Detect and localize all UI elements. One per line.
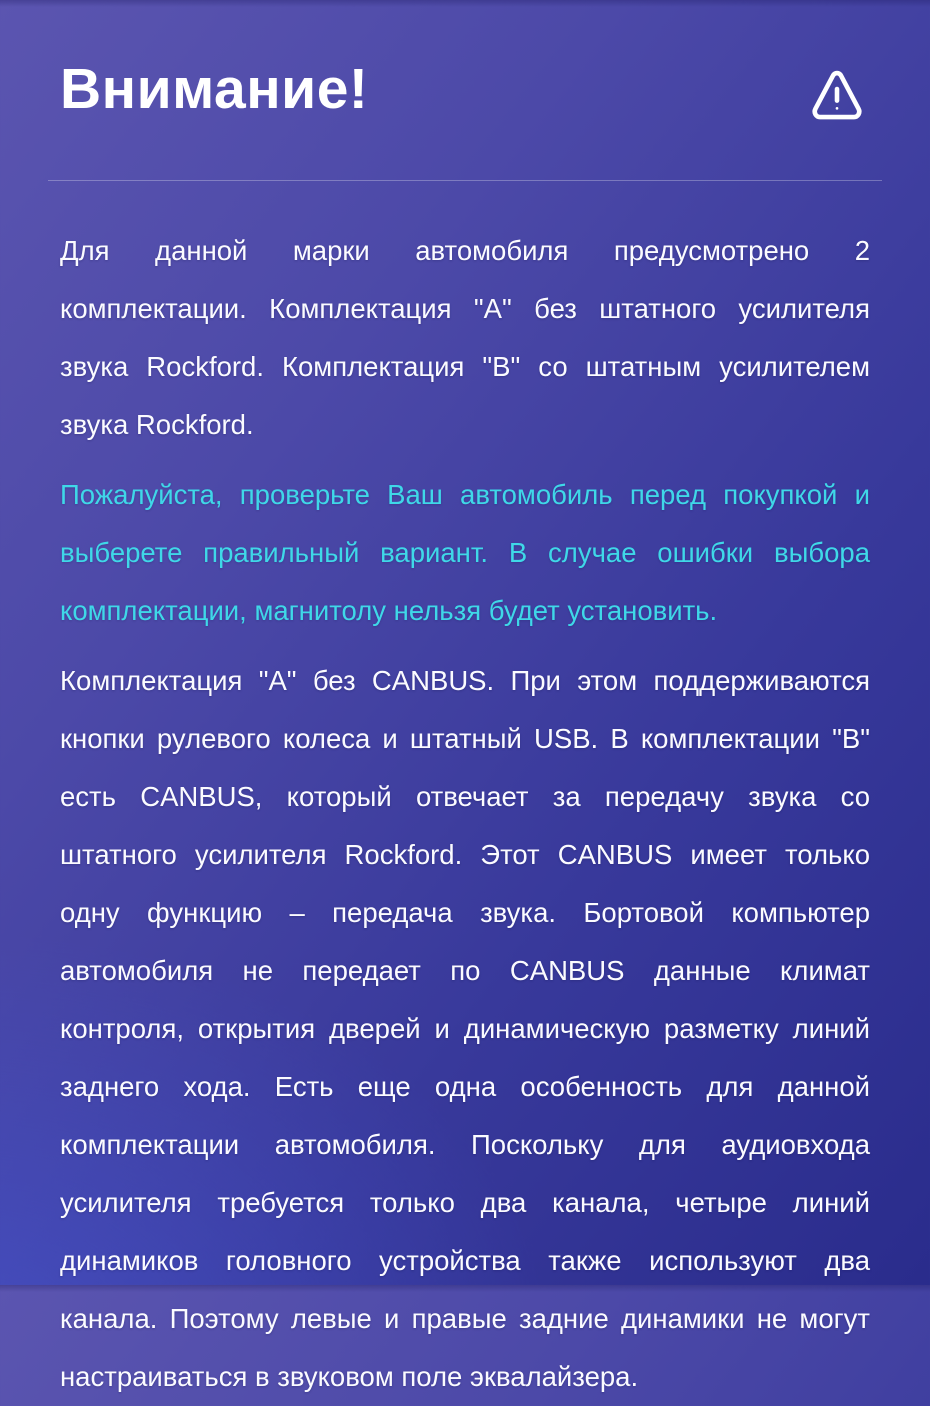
header-divider [48,180,882,181]
page-title: Внимание! [60,57,369,121]
header [48,52,882,128]
paragraph-details: Комплектация "А" без CANBUS. При этом поддерживаются кнопки рулевого колеса и штатный USB. В комплектации "В" есть CANBUS, который отвечает за передачу звука со штатного усилителя Rockford. Этот CANBUS имеет только одну функцию – передача звука. Бортовой компьютер автомобиля не передает по CANBUS данные климат контроля, открытия дверей и динамическую разметку линий заднего хода. Есть еще одна особенность для данной комплектации автомобиля. Поскольку для аудиовхода усилителя требуется только два канала, четыре линий динамиков головного устройства также используют два канала. Поэтому левые и правые задние динамики не могут настраиваться в звуковом поле эквалайзера. [60,665,870,1392]
content [48,222,882,1406]
paragraph-intro: Для данной марки автомобиля предусмотрено 2 комплектации. Комплектация "А" без штатного усилителя звука Rockford. Комплектация "В" со штатным усилителем звука Rockford. [60,235,870,440]
paragraph-warning-accent: Пожалуйста, проверьте Ваш автомобиль перед покупкой и выберете правильный вариант. В случае ошибки выбора комплектации, магнитолу нельзя будет установить. [60,479,870,626]
warning-triangle-icon [808,64,866,128]
